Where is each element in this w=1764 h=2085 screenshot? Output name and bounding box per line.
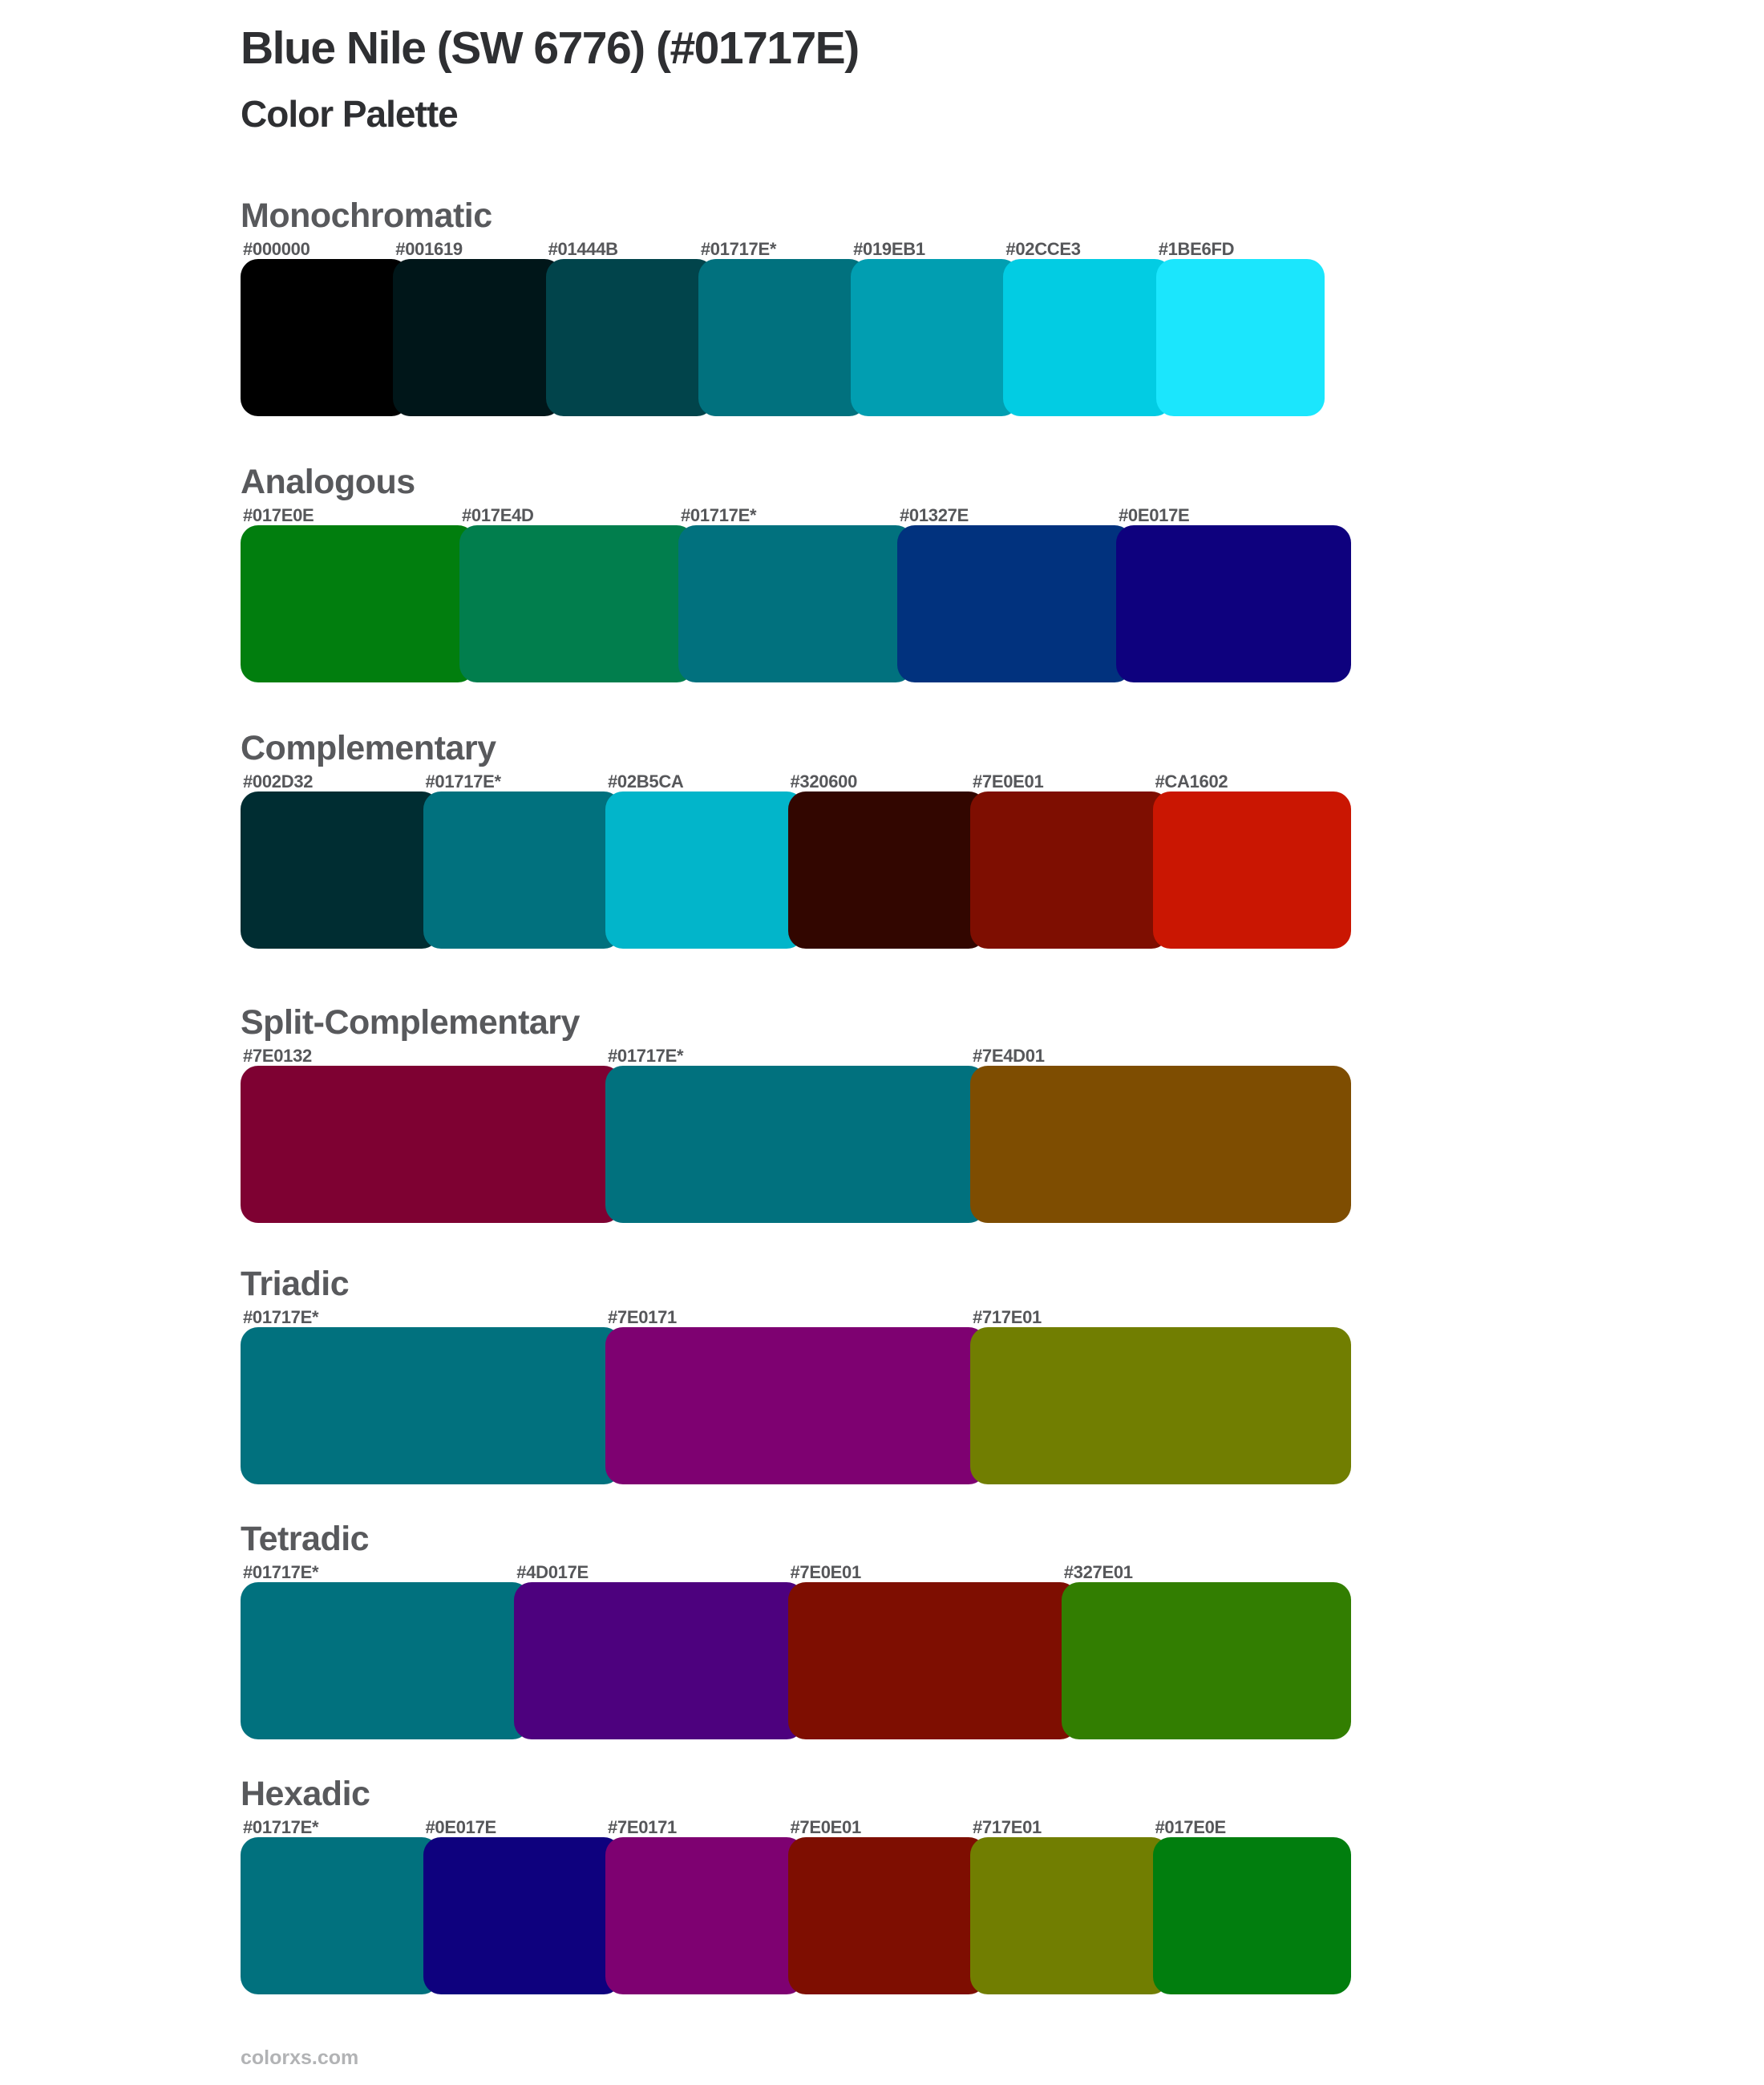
swatch-hex-label: #7E4D01	[973, 1046, 1045, 1066]
swatch-hex-label: #0E017E	[1119, 505, 1190, 525]
swatch-column	[1062, 1560, 1351, 1739]
swatch-hex-label: #01717E*	[243, 1562, 319, 1582]
swatch-column	[241, 237, 409, 416]
swatch-hex-label: #7E0E01	[790, 1817, 861, 1837]
color-swatch[interactable]	[1153, 791, 1352, 949]
palette-section-monochromatic	[241, 195, 1379, 416]
swatch-column	[605, 1043, 986, 1223]
color-swatch[interactable]	[393, 259, 561, 416]
color-swatch[interactable]	[788, 1582, 1078, 1739]
color-swatch[interactable]	[241, 1582, 530, 1739]
color-swatch[interactable]	[241, 1066, 621, 1223]
color-swatch[interactable]	[1062, 1582, 1351, 1739]
swatch-column	[241, 503, 475, 682]
swatch-hex-label: #01717E*	[700, 239, 777, 259]
page-title: Blue Nile (SW 6776) (#01717E)	[241, 22, 859, 74]
page-subtitle: Color Palette	[241, 93, 458, 135]
color-swatch[interactable]	[459, 525, 694, 682]
color-swatch[interactable]	[788, 1837, 987, 1994]
swatch-hex-label: #4D017E	[516, 1562, 589, 1582]
color-swatch[interactable]	[241, 1327, 621, 1484]
swatch-column	[970, 1043, 1351, 1223]
palette-section-complementary	[241, 727, 1379, 949]
color-swatch[interactable]	[241, 791, 439, 949]
swatch-hex-label: #320600	[790, 771, 858, 791]
swatch-hex-label: #017E0E	[243, 505, 314, 525]
color-swatch[interactable]	[546, 259, 714, 416]
swatch-hex-label: #01327E	[900, 505, 969, 525]
swatch-column	[393, 237, 561, 416]
swatch-row	[241, 237, 1325, 416]
swatch-column	[897, 503, 1132, 682]
swatch-hex-label: #01717E*	[425, 771, 501, 791]
swatch-column	[1116, 503, 1351, 682]
swatch-hex-label: #001619	[395, 239, 463, 259]
color-swatch[interactable]	[897, 525, 1132, 682]
swatch-hex-label: #01717E*	[243, 1817, 319, 1837]
swatch-column	[605, 1815, 804, 1994]
section-title: Split-Complementary	[241, 1003, 580, 1042]
swatch-column	[851, 237, 1019, 416]
color-swatch[interactable]	[241, 1837, 439, 1994]
swatch-hex-label: #01444B	[548, 239, 618, 259]
swatch-hex-label: #7E0132	[243, 1046, 312, 1066]
color-swatch[interactable]	[788, 791, 987, 949]
palette-section-hexadic	[241, 1773, 1379, 1994]
swatch-column	[788, 1815, 987, 1994]
swatch-column	[241, 1560, 530, 1739]
color-swatch[interactable]	[970, 1327, 1351, 1484]
swatch-hex-label: #01717E*	[608, 1046, 684, 1066]
color-swatch[interactable]	[851, 259, 1019, 416]
palette-section-tetradic	[241, 1518, 1379, 1739]
color-swatch[interactable]	[698, 259, 867, 416]
swatch-column	[970, 1305, 1351, 1484]
swatch-hex-label: #7E0171	[608, 1307, 677, 1327]
color-swatch[interactable]	[970, 1837, 1169, 1994]
palette-section-analogous	[241, 461, 1379, 682]
palette-section-triadic	[241, 1263, 1379, 1484]
swatch-hex-label: #7E0E01	[790, 1562, 861, 1582]
color-swatch[interactable]	[423, 1837, 622, 1994]
swatch-column	[514, 1560, 803, 1739]
color-swatch[interactable]	[970, 791, 1169, 949]
swatch-row	[241, 1560, 1351, 1739]
color-swatch[interactable]	[514, 1582, 803, 1739]
swatch-column	[1156, 237, 1325, 416]
swatch-hex-label: #01717E*	[243, 1307, 319, 1327]
swatch-hex-label: #0E017E	[425, 1817, 496, 1837]
color-swatch[interactable]	[605, 1837, 804, 1994]
section-title: Analogous	[241, 463, 415, 501]
swatch-hex-label: #1BE6FD	[1158, 239, 1235, 259]
swatch-column	[1153, 769, 1352, 949]
swatch-column	[678, 503, 913, 682]
section-title: Triadic	[241, 1265, 350, 1303]
swatch-column	[605, 1305, 986, 1484]
swatch-hex-label: #017E0E	[1155, 1817, 1226, 1837]
swatch-column	[788, 1560, 1078, 1739]
swatch-column	[698, 237, 867, 416]
swatch-row	[241, 503, 1351, 682]
swatch-hex-label: #717E01	[973, 1307, 1042, 1327]
swatch-row	[241, 1305, 1351, 1484]
color-swatch[interactable]	[1003, 259, 1171, 416]
color-swatch[interactable]	[970, 1066, 1351, 1223]
swatch-column	[241, 769, 439, 949]
color-swatch[interactable]	[1153, 1837, 1352, 1994]
swatch-hex-label: #7E0E01	[973, 771, 1044, 791]
swatch-column	[546, 237, 714, 416]
swatch-hex-label: #002D32	[243, 771, 314, 791]
section-title: Complementary	[241, 729, 496, 767]
color-swatch[interactable]	[605, 1066, 986, 1223]
page-content	[241, 0, 1379, 1994]
swatch-column	[423, 1815, 622, 1994]
swatch-column	[241, 1305, 621, 1484]
swatch-column	[970, 1815, 1169, 1994]
swatch-hex-label: #CA1602	[1155, 771, 1228, 791]
palette-sections	[241, 195, 1379, 1994]
swatch-column	[788, 769, 987, 949]
swatch-row	[241, 769, 1351, 949]
section-title: Monochromatic	[241, 196, 492, 235]
color-swatch[interactable]	[423, 791, 622, 949]
color-swatch[interactable]	[605, 791, 804, 949]
swatch-column	[970, 769, 1169, 949]
swatch-column	[241, 1043, 621, 1223]
color-swatch[interactable]	[241, 259, 409, 416]
section-title: Hexadic	[241, 1775, 370, 1813]
swatch-column	[1003, 237, 1171, 416]
swatch-hex-label: #02B5CA	[608, 771, 684, 791]
swatch-column	[423, 769, 622, 949]
swatch-hex-label: #02CCE3	[1005, 239, 1081, 259]
swatch-row	[241, 1043, 1351, 1223]
swatch-hex-label: #01717E*	[681, 505, 757, 525]
footer-site-link[interactable]: colorxs.com	[241, 2047, 359, 2069]
palette-section-split-complementary	[241, 1002, 1379, 1223]
swatch-row	[241, 1815, 1351, 1994]
color-swatch[interactable]	[1156, 259, 1325, 416]
swatch-column	[1153, 1815, 1352, 1994]
swatch-hex-label: #017E4D	[462, 505, 534, 525]
swatch-column	[459, 503, 694, 682]
swatch-hex-label: #7E0171	[608, 1817, 677, 1837]
color-swatch[interactable]	[1116, 525, 1351, 682]
color-swatch[interactable]	[605, 1327, 986, 1484]
swatch-column	[605, 769, 804, 949]
section-title: Tetradic	[241, 1520, 370, 1558]
swatch-hex-label: #327E01	[1063, 1562, 1133, 1582]
swatch-hex-label: #000000	[243, 239, 310, 259]
swatch-column	[241, 1815, 439, 1994]
color-swatch[interactable]	[678, 525, 913, 682]
swatch-hex-label: #019EB1	[853, 239, 925, 259]
color-swatch[interactable]	[241, 525, 475, 682]
swatch-hex-label: #717E01	[973, 1817, 1042, 1837]
